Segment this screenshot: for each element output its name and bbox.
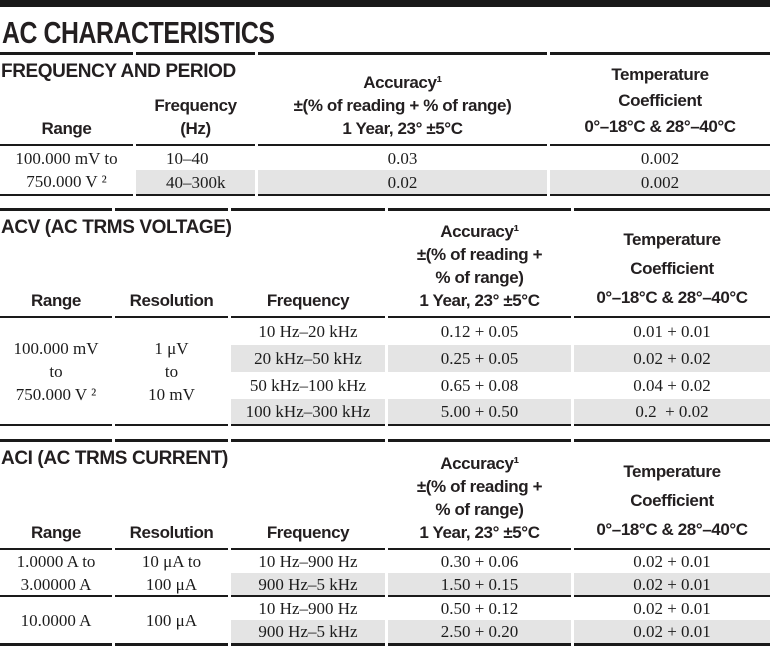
resolution-line3: 10 mV (148, 384, 195, 404)
tempco-value: 0.002 (550, 170, 770, 196)
range-line1: 100.000 mV (13, 338, 99, 358)
header-frequency-hz (136, 52, 255, 146)
resolution-line2: 100 μA (145, 574, 198, 594)
tempco-value: 0.02 + 0.01 (633, 552, 711, 571)
frequency-value: 20 kHz–50 kHz (231, 345, 385, 372)
header-temp-line1: Temperature (623, 462, 721, 481)
range-line3: 750.000 V ² (15, 384, 97, 404)
header-accuracy-line4: 1 Year, 23° ±5°C (419, 523, 540, 542)
tempco-value: 0.002 (640, 148, 680, 168)
tempco-value: 0.02 + 0.01 (574, 620, 770, 646)
header-accuracy-line3: 1 Year, 23° ±5°C (342, 119, 463, 138)
header-frequency-label: Frequency (266, 523, 350, 542)
accuracy-value: 5.00 + 0.50 (388, 399, 571, 426)
page-title: AC CHARACTERISTICS (2, 15, 275, 50)
header-accuracy-line4: 1 Year, 23° ±5°C (419, 291, 540, 310)
aci-table (0, 439, 770, 646)
resolution-line1: 1 μV (154, 338, 189, 358)
top-rule (0, 0, 770, 7)
tempco-value: 0.02 + 0.01 (574, 573, 770, 597)
frequency-value: 10 Hz–900 Hz (258, 599, 358, 618)
range-line1: 10.0000 A (20, 610, 92, 630)
range-value-cell (0, 318, 112, 426)
header-accuracy-line2: ±(% of reading + (416, 477, 543, 496)
accuracy-value: 0.30 + 0.06 (440, 552, 519, 571)
frequency-value: 10–40 (166, 148, 209, 168)
range-line1: 100.000 mV to (15, 149, 118, 168)
accuracy-value: 1.50 + 0.15 (388, 573, 571, 597)
header-temp-line2: Coefficient (618, 91, 702, 110)
frequency-value: 50 kHz–100 kHz (249, 376, 367, 395)
range-line2: to (49, 361, 63, 381)
accuracy-value: 0.65 + 0.08 (440, 376, 519, 395)
header-temp-coefficient (574, 208, 770, 318)
header-temp-line2: Coefficient (630, 259, 714, 278)
range-value-cell (0, 550, 112, 597)
header-temp-line3: 0°–18°C & 28°–40°C (596, 288, 748, 307)
header-accuracy (388, 439, 571, 550)
frequency-period-table (0, 52, 770, 196)
accuracy-value: 0.25 + 0.05 (388, 345, 571, 372)
header-temp-line2: Coefficient (630, 491, 714, 510)
header-accuracy-line3: % of range) (435, 500, 524, 519)
header-accuracy-line1: Accuracy¹ (440, 454, 519, 473)
table-title-frequency-period: FREQUENCY AND PERIOD (1, 61, 236, 82)
header-accuracy-line2: ±(% of reading + (416, 245, 543, 264)
accuracy-value: 0.12 + 0.05 (440, 322, 519, 341)
resolution-value-cell (115, 597, 228, 646)
accuracy-value: 0.03 (387, 148, 418, 168)
resolution-line1: 100 μA (145, 610, 198, 630)
header-range-label: Range (31, 291, 81, 310)
frequency-value: 100 kHz–300 kHz (231, 399, 385, 426)
header-accuracy-line3: % of range) (435, 268, 524, 287)
header-temp-line3: 0°–18°C & 28°–40°C (596, 520, 748, 539)
table-title-aci: ACI (AC TRMS CURRENT) (1, 448, 228, 469)
header-temp-line1: Temperature (611, 65, 709, 84)
header-frequency (231, 439, 385, 550)
header-hz-line: (Hz) (180, 119, 211, 138)
tempco-value: 0.01 + 0.01 (633, 322, 711, 341)
tempco-value: 0.02 + 0.01 (633, 599, 711, 618)
resolution-value-cell (115, 318, 228, 426)
header-resolution-label: Resolution (129, 523, 214, 542)
header-range-label: Range (31, 523, 81, 542)
tempco-value: 0.2 + 0.02 (574, 399, 770, 426)
header-frequency-line: Frequency (154, 96, 237, 115)
frequency-value: 40–300k (136, 170, 255, 196)
accuracy-value: 2.50 + 0.20 (388, 620, 571, 646)
header-temp-line3: 0°–18°C & 28°–40°C (584, 117, 736, 136)
header-resolution-label: Resolution (129, 291, 214, 310)
resolution-value-cell (115, 550, 228, 597)
header-range-label: Range (41, 119, 92, 138)
header-accuracy (388, 208, 571, 318)
table-title-acv: ACV (AC TRMS VOLTAGE) (1, 217, 232, 238)
range-value-cell (0, 597, 112, 646)
range-line2: 750.000 V ² (26, 172, 107, 191)
range-line1: 1.0000 A to (16, 551, 96, 571)
header-frequency-label: Frequency (266, 291, 350, 310)
acv-table (0, 208, 770, 426)
frequency-value: 900 Hz–5 kHz (231, 620, 385, 646)
range-value-cell (0, 146, 133, 196)
range-line2: 3.00000 A (20, 574, 92, 594)
header-temp-line1: Temperature (623, 230, 721, 249)
header-resolution (115, 439, 228, 550)
header-frequency (231, 208, 385, 318)
resolution-line2: to (164, 361, 179, 381)
tempco-value: 0.04 + 0.02 (633, 376, 711, 395)
header-temp-coefficient (550, 52, 770, 146)
frequency-value: 10 Hz–900 Hz (258, 552, 358, 571)
header-accuracy-line1: Accuracy¹ (363, 73, 442, 92)
header-accuracy (258, 52, 547, 146)
resolution-line1: 10 μA to (141, 551, 202, 571)
frequency-value: 900 Hz–5 kHz (231, 573, 385, 597)
header-temp-coefficient (574, 439, 770, 550)
header-accuracy-line1: Accuracy¹ (440, 222, 519, 241)
header-resolution (115, 208, 228, 318)
accuracy-value: 0.50 + 0.12 (440, 599, 519, 618)
accuracy-value: 0.02 (258, 170, 547, 196)
frequency-value: 10 Hz–20 kHz (258, 322, 358, 341)
tempco-value: 0.02 + 0.02 (574, 345, 770, 372)
header-accuracy-line2: ±(% of reading + % of range) (293, 96, 512, 115)
